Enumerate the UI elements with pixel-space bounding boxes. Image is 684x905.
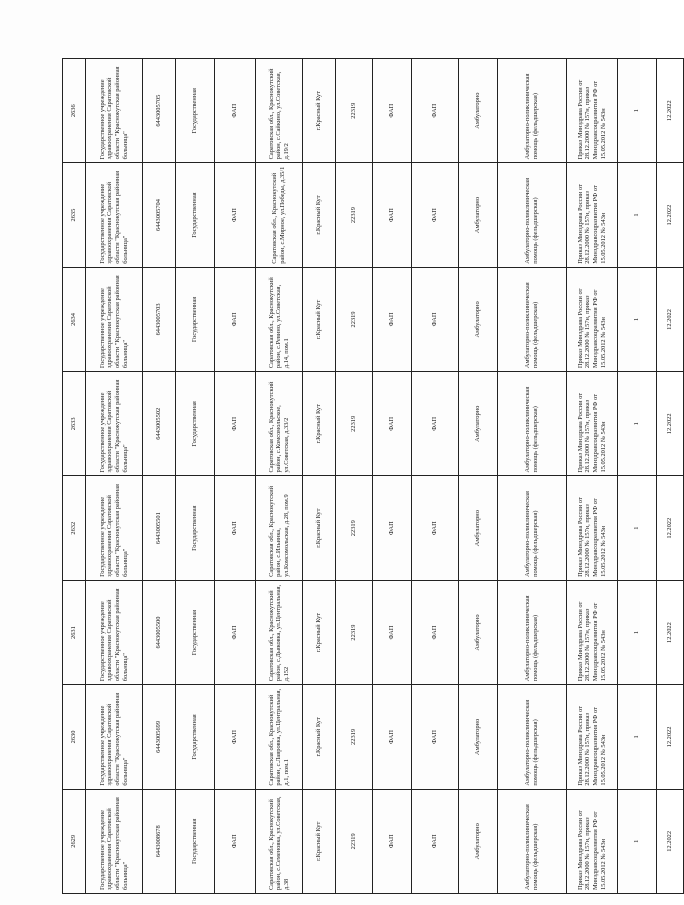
cell-kind: Амбулаторно bbox=[459, 476, 498, 580]
cell-profile: Амбулаторно-поликлиническая помощь (фельдшерская) bbox=[498, 685, 567, 789]
cell-profile: Амбулаторно-поликлиническая помощь (фельдшерская) bbox=[498, 789, 567, 893]
row-city bbox=[303, 59, 336, 894]
cell-ownership: Государственная bbox=[176, 580, 215, 684]
cell-type1: ФАП bbox=[373, 59, 412, 163]
row-name bbox=[86, 59, 143, 894]
row-id bbox=[63, 59, 86, 894]
cell-id: 2629 bbox=[63, 789, 86, 893]
cell-date: 12.2022 bbox=[657, 789, 684, 893]
registry-table bbox=[62, 58, 684, 894]
row-date bbox=[657, 59, 684, 894]
cell-date: 12.2022 bbox=[657, 163, 684, 267]
cell-name: Государственное учреждение здравоохранения Саратовской области "Краснокутская районная больница" bbox=[86, 685, 143, 789]
cell-id: 2635 bbox=[63, 163, 86, 267]
cell-type1: ФАП bbox=[373, 372, 412, 476]
row-kind bbox=[459, 59, 498, 894]
cell-inn: 6443005500 bbox=[143, 580, 176, 684]
cell-code: 22319 bbox=[336, 580, 373, 684]
cell-inn: 6443008678 bbox=[143, 789, 176, 893]
cell-kind: Амбулаторно bbox=[459, 789, 498, 893]
cell-type1: ФАП bbox=[373, 685, 412, 789]
row-type1 bbox=[373, 59, 412, 894]
cell-short: ФАП bbox=[215, 476, 256, 580]
cell-id: 2630 bbox=[63, 685, 86, 789]
cell-type1: ФАП bbox=[373, 580, 412, 684]
cell-address: Саратовская обл., Краснокутский район, с.Комсомольское, ул.Советская, д.33/2 bbox=[256, 372, 303, 476]
cell-short: ФАП bbox=[215, 163, 256, 267]
cell-inn: 6443005699 bbox=[143, 685, 176, 789]
cell-id: 2631 bbox=[63, 580, 86, 684]
cell-city: г.Красный Кут bbox=[303, 59, 336, 163]
cell-city: г.Красный Кут bbox=[303, 685, 336, 789]
cell-city: г.Красный Кут bbox=[303, 580, 336, 684]
cell-kind: Амбулаторно bbox=[459, 580, 498, 684]
cell-city: г.Красный Кут bbox=[303, 476, 336, 580]
cell-ownership: Государственная bbox=[176, 267, 215, 371]
row-address bbox=[256, 59, 303, 894]
cell-ownership: Государственная bbox=[176, 372, 215, 476]
cell-name: Государственное учреждение здравоохранения Саратовской области "Краснокутская районная больница" bbox=[86, 59, 143, 163]
cell-kind: Амбулаторно bbox=[459, 59, 498, 163]
cell-one: 1 bbox=[618, 163, 657, 267]
cell-type1: ФАП bbox=[373, 163, 412, 267]
cell-one: 1 bbox=[618, 685, 657, 789]
cell-short: ФАП bbox=[215, 267, 256, 371]
cell-profile: Амбулаторно-поликлиническая помощь (фельдшерская) bbox=[498, 476, 567, 580]
cell-one: 1 bbox=[618, 59, 657, 163]
cell-kind: Амбулаторно bbox=[459, 685, 498, 789]
cell-code: 22319 bbox=[336, 476, 373, 580]
cell-address: Саратовская обл., Краснокутский район, с.Лавровка, ул.Центральная, д.1, пом.1 bbox=[256, 685, 303, 789]
cell-date: 12.2022 bbox=[657, 267, 684, 371]
cell-kind: Амбулаторно bbox=[459, 163, 498, 267]
cell-short: ФАП bbox=[215, 372, 256, 476]
cell-type1: ФАП bbox=[373, 267, 412, 371]
cell-one: 1 bbox=[618, 267, 657, 371]
cell-date: 12.2022 bbox=[657, 685, 684, 789]
cell-type2: ФАП bbox=[412, 59, 459, 163]
cell-code: 22319 bbox=[336, 685, 373, 789]
row-type2 bbox=[412, 59, 459, 894]
cell-id: 2632 bbox=[63, 476, 86, 580]
cell-profile: Амбулаторно-поликлиническая помощь (фельдшерская) bbox=[498, 59, 567, 163]
cell-address: Саратовская обл., Краснокутский район, с.Ревино, ул.Советская, д.14, пом.1 bbox=[256, 267, 303, 371]
registry-table-body bbox=[63, 59, 684, 894]
cell-address: Саратовская обл., Краснокутский район, с.Мирное, ул.Победы, д.35/1 bbox=[256, 163, 303, 267]
cell-name: Государственное учреждение здравоохранения Саратовской области "Краснокутская районная больница" bbox=[86, 267, 143, 371]
cell-kind: Амбулаторно bbox=[459, 267, 498, 371]
cell-city: г.Красный Кут bbox=[303, 789, 336, 893]
cell-one: 1 bbox=[618, 789, 657, 893]
cell-city: г.Красный Кут bbox=[303, 163, 336, 267]
cell-date: 12.2022 bbox=[657, 372, 684, 476]
cell-short: ФАП bbox=[215, 789, 256, 893]
cell-type2: ФАП bbox=[412, 476, 459, 580]
cell-type2: ФАП bbox=[412, 685, 459, 789]
cell-id: 2633 bbox=[63, 372, 86, 476]
cell-name: Государственное учреждение здравоохранения Саратовской области "Краснокутская районная больница" bbox=[86, 163, 143, 267]
cell-order: Приказ Минздрава России от 28.12.2000 № 157н, приказ Минздравсоцразвития РФ от 15.05.2012 № 543н bbox=[567, 59, 618, 163]
row-short bbox=[215, 59, 256, 894]
cell-inn: 6443005501 bbox=[143, 476, 176, 580]
cell-name: Государственное учреждение здравоохранения Саратовской области "Краснокутская районная больница" bbox=[86, 476, 143, 580]
cell-profile: Амбулаторно-поликлиническая помощь (фельдшерская) bbox=[498, 372, 567, 476]
cell-type2: ФАП bbox=[412, 580, 459, 684]
cell-date: 12.2022 bbox=[657, 580, 684, 684]
cell-order: Приказ Минздрава России от 28.12.2000 № 157н, приказ Минздравсоцразвития РФ от 15.05.2012 № 543н bbox=[567, 789, 618, 893]
cell-order: Приказ Минздрава России от 28.12.2000 № 157н, приказ Минздравсоцразвития РФ от 15.05.2012 № 543н bbox=[567, 685, 618, 789]
cell-inn: 6443005502 bbox=[143, 372, 176, 476]
cell-one: 1 bbox=[618, 372, 657, 476]
cell-name: Государственное учреждение здравоохранения Саратовской области "Краснокутская районная больница" bbox=[86, 789, 143, 893]
cell-type2: ФАП bbox=[412, 163, 459, 267]
cell-type1: ФАП bbox=[373, 476, 412, 580]
cell-ownership: Государственная bbox=[176, 789, 215, 893]
cell-inn: 6443005705 bbox=[143, 59, 176, 163]
row-code bbox=[336, 59, 373, 894]
cell-city: г.Красный Кут bbox=[303, 372, 336, 476]
cell-city: г.Красный Кут bbox=[303, 267, 336, 371]
cell-type1: ФАП bbox=[373, 789, 412, 893]
cell-code: 22319 bbox=[336, 267, 373, 371]
cell-one: 1 bbox=[618, 476, 657, 580]
cell-short: ФАП bbox=[215, 580, 256, 684]
cell-order: Приказ Минздрава России от 28.12.2000 № 157н, приказ Минздравсоцразвития РФ от 15.05.2012 № 543н bbox=[567, 163, 618, 267]
cell-profile: Амбулаторно-поликлиническая помощь (фельдшерская) bbox=[498, 580, 567, 684]
cell-address: Саратовская обл., Краснокутский район, с.Ильинка, ул.Комсомольская, д.28, пом.9 bbox=[256, 476, 303, 580]
cell-ownership: Государственная bbox=[176, 163, 215, 267]
cell-short: ФАП bbox=[215, 59, 256, 163]
row-ownership bbox=[176, 59, 215, 894]
cell-id: 2636 bbox=[63, 59, 86, 163]
cell-date: 12.2022 bbox=[657, 476, 684, 580]
cell-inn: 6443005704 bbox=[143, 163, 176, 267]
registry-table-rotated bbox=[62, 58, 674, 894]
cell-ownership: Государственная bbox=[176, 685, 215, 789]
cell-address: Саратовская обл., Краснокутский район, с.Сайкино, ул.Советская, д.19/2 bbox=[256, 59, 303, 163]
row-profile bbox=[498, 59, 567, 894]
cell-ownership: Государственная bbox=[176, 59, 215, 163]
cell-ownership: Государственная bbox=[176, 476, 215, 580]
cell-short: ФАП bbox=[215, 685, 256, 789]
cell-code: 22319 bbox=[336, 372, 373, 476]
cell-order: Приказ Минздрава России от 28.12.2000 № 157н, приказ Минздравсоцразвития РФ от 15.05.2012 № 543н bbox=[567, 267, 618, 371]
cell-code: 22319 bbox=[336, 163, 373, 267]
cell-order: Приказ Минздрава России от 28.12.2000 № 157н, приказ Минздравсоцразвития РФ от 15.05.2012 № 543н bbox=[567, 372, 618, 476]
cell-type2: ФАП bbox=[412, 267, 459, 371]
row-inn bbox=[143, 59, 176, 894]
cell-type2: ФАП bbox=[412, 789, 459, 893]
row-one bbox=[618, 59, 657, 894]
cell-address: Саратовская обл., Краснокутский район, с.Семеновка, ул.Советская, д.38 bbox=[256, 789, 303, 893]
cell-address: Саратовская обл., Краснокутский район, с.Дьяковка, ул.Центральная, д.152 bbox=[256, 580, 303, 684]
cell-profile: Амбулаторно-поликлиническая помощь (фельдшерская) bbox=[498, 267, 567, 371]
row-order bbox=[567, 59, 618, 894]
cell-code: 22319 bbox=[336, 59, 373, 163]
cell-id: 2634 bbox=[63, 267, 86, 371]
cell-name: Государственное учреждение здравоохранения Саратовской области "Краснокутская районная больница" bbox=[86, 580, 143, 684]
cell-code: 22319 bbox=[336, 789, 373, 893]
cell-order: Приказ Минздрава России от 28.12.2000 № 157н, приказ Минздравсоцразвития РФ от 15.05.2012 № 543н bbox=[567, 580, 618, 684]
cell-one: 1 bbox=[618, 580, 657, 684]
cell-date: 12.2022 bbox=[657, 59, 684, 163]
cell-name: Государственное учреждение здравоохранения Саратовской области "Краснокутская районная больница" bbox=[86, 372, 143, 476]
cell-inn: 6443005703 bbox=[143, 267, 176, 371]
cell-profile: Амбулаторно-поликлиническая помощь (фельдшерская) bbox=[498, 163, 567, 267]
cell-kind: Амбулаторно bbox=[459, 372, 498, 476]
cell-type2: ФАП bbox=[412, 372, 459, 476]
cell-order: Приказ Минздрава России от 28.12.2000 № 157н, приказ Минздравсоцразвития РФ от 15.05.2012 № 543н bbox=[567, 476, 618, 580]
